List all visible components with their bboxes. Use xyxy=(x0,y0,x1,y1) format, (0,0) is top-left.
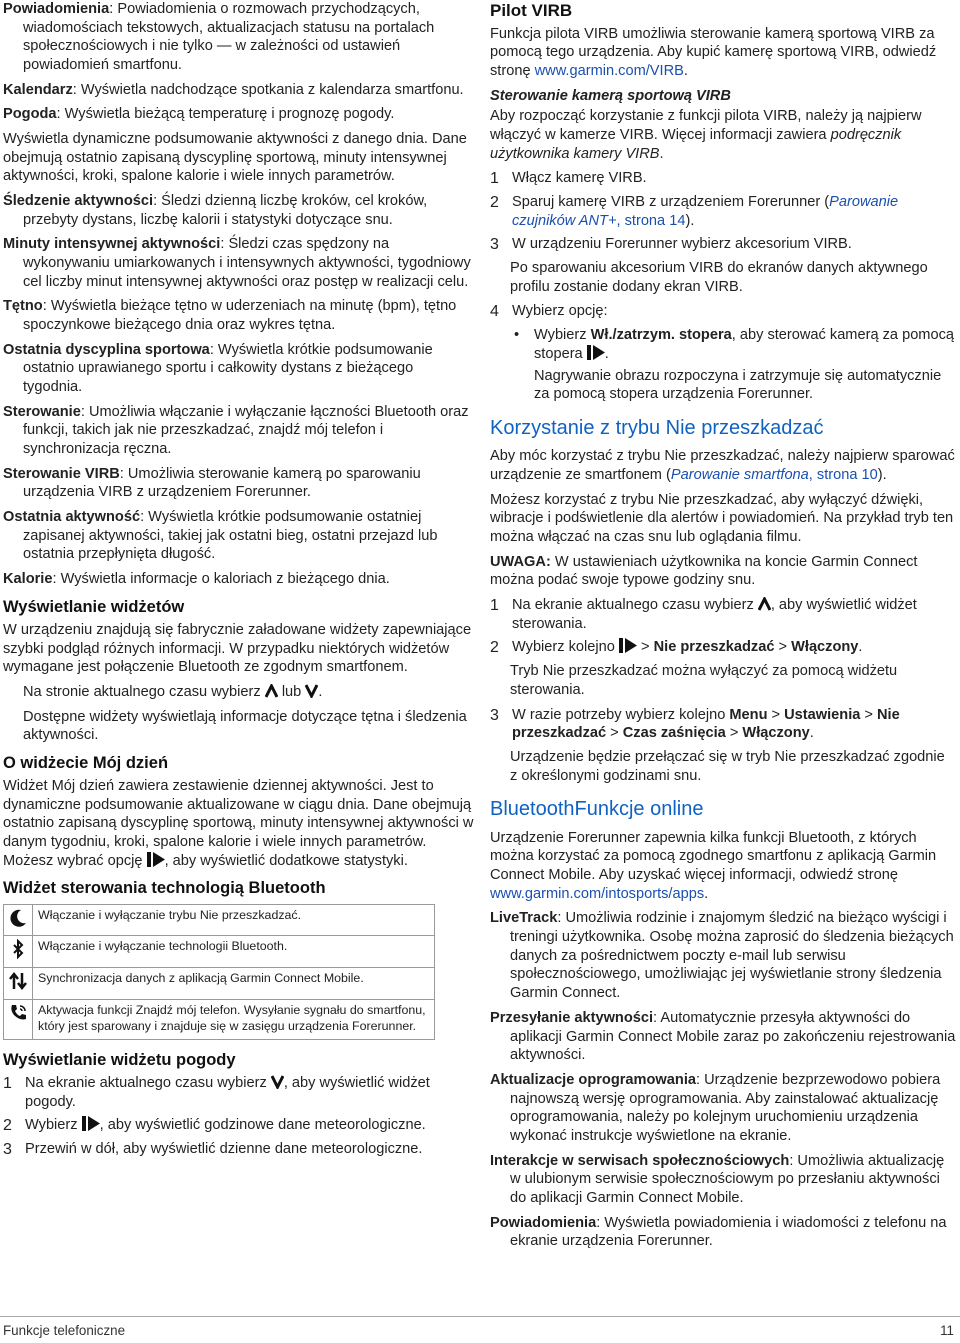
widgets-para: W urządzeniu znajdują się fabrycznie załadowane widżety zapewniające szybki podgląd różnych informacji. W przypadku niektórych widżetów wymagane jest połączenie Bluetooth ze zgodnym smartfonem. xyxy=(3,621,472,676)
phone-pairing-link[interactable]: Parowanie smartfona xyxy=(670,467,809,484)
play-icon xyxy=(82,1116,100,1131)
feature-term: Sterowanie xyxy=(3,403,81,420)
ant-pairing-page-link[interactable]: , strona 14 xyxy=(616,212,686,229)
feature-desc: : Umożliwia włączanie i wyłączanie łączności Bluetooth oraz funkcji, takich jak nie przeszkadzać, znajdź mój telefon i synchronizacja ręczna. xyxy=(23,403,469,458)
feature-term: Kalorie xyxy=(3,571,53,588)
widgets-note: Dostępne widżety wyświetlają informacje dotyczące tętna i śledzenia aktywności. xyxy=(23,708,467,744)
dnd-para1: Aby móc korzystać z trybu Nie przeszkadzać, należy najpierw sparować urządzenie ze smartfonem (Parowanie smartfona, strona 10). xyxy=(490,448,955,484)
moon-icon xyxy=(8,908,28,928)
virb-bullet-note: Nagrywanie obrazu rozpoczyna i zatrzymuje się automatycznie za pomocą stopera urządzenia Forerunner. xyxy=(534,367,942,403)
widgets-instruction: Na stronie aktualnego czasu wybierz lub . xyxy=(23,683,323,700)
weather-step: 1 Na ekranie aktualnego czasu wybierz , aby wyświetlić widżet pogody. xyxy=(3,1075,430,1110)
find-phone-icon xyxy=(8,1003,28,1023)
phone-pairing-page-link[interactable]: , strona 10 xyxy=(808,467,878,484)
feature-term: Minuty intensywnej aktywności xyxy=(3,236,221,253)
dnd-step: 2 Wybierz kolejno > Nie przeszkadzać > Włączony. xyxy=(490,639,863,657)
play-icon xyxy=(147,852,165,867)
myday-heading: O widżecie Mój dzień xyxy=(3,753,169,772)
myday-para: Widżet Mój dzień zawiera zestawienie dziennej aktywności. Jest to dynamiczne podsumowanie aktualizowane w ciągu dnia. Dane obejmują ostatnio zapisaną dyscyplinę sportową, minuty intensywnej aktywności w danym tygodniu, kroki, spalone kalorie i wiele innych parametrów. Możesz wybrać opcję , aby wyświetlić dodatkowe statystyki. xyxy=(3,778,474,869)
feature-item xyxy=(3,508,475,564)
feature-desc: : Wyświetla bieżącą temperaturę i prognozę pogody. xyxy=(56,106,395,123)
dynamic-summary: Wyświetla dynamiczne podsumowanie aktywności z danego dnia. Dane obejmują ostatnio zapisaną dyscyplinę sportową, minuty intensywnej aktywności, kroki, spalone kalorie i wiele innych parametrów. xyxy=(3,131,467,185)
down-arrow-icon xyxy=(271,1075,284,1089)
feature-item xyxy=(3,235,475,291)
feature-item xyxy=(3,403,475,459)
feature-term: Pogoda xyxy=(3,106,57,123)
feature-item xyxy=(3,105,475,124)
virb-sub-heading: Sterowanie kamerą sportową VIRB xyxy=(490,87,731,104)
feature-term: Powiadomienia xyxy=(3,1,110,17)
virb-step: 3 W urządzeniu Forerunner wybierz akcesorium VIRB. xyxy=(490,236,852,254)
weather-step: 2 Wybierz , aby wyświetlić godzinowe dane meteorologiczne. xyxy=(3,1117,426,1135)
online-item: Aktualizacje oprogramowania: Urządzenie bezprzewodowo pobiera najnowszą wersję oprogramowania. Aby zainstalować aktualizację oprogramowania, należy po kolejnym uruchomieniu urządzenia wykonać instrukcje wyświetlone na ekranie. xyxy=(490,1071,941,1144)
virb-step: 4 Wybierz opcję: xyxy=(490,303,608,321)
sync-icon xyxy=(8,971,28,991)
feature-term: Sterowanie VIRB xyxy=(3,465,120,482)
feature-item xyxy=(3,341,475,397)
feature-item xyxy=(3,570,475,589)
feature-desc: : Wyświetla bieżące tętno w uderzeniach na minutę (bpm), tętno spoczynkowe bieżącego dnia oraz wykres tętna. xyxy=(23,298,457,334)
online-item: Interakcje w serwisach społecznościowych: Umożliwia aktualizację w ulubionym serwisie społecznościowym po przesłaniu aktywności do aplikacji Garmin Connect Mobile. xyxy=(490,1152,945,1206)
down-arrow-icon xyxy=(305,684,318,698)
virb-step: 1 Włącz kamerę VIRB. xyxy=(490,170,647,188)
feature-item xyxy=(3,0,475,75)
table-row xyxy=(4,936,435,968)
dnd-step: 1 Na ekranie aktualnego czasu wybierz , aby wyświetlić widżet sterowania. xyxy=(490,597,917,632)
bt-widget-heading: Widżet sterowania technologią Bluetooth xyxy=(3,879,326,898)
bt-controls-table xyxy=(3,904,435,1040)
dnd-para2: Możesz korzystać z trybu Nie przeszkadzać, aby wyłączyć dźwięki, wibracje i podświetlenie dla alertów i powiadomień. Na przykład tryb ten można włączać na czas snu lub oglądania filmu. xyxy=(490,491,954,546)
table-row xyxy=(4,968,435,1000)
feature-desc: : Wyświetla informacje o kaloriach z bieżącego dnia. xyxy=(52,571,390,588)
virb-heading: Pilot VIRB xyxy=(490,1,573,20)
weather-heading: Wyświetlanie widżetu pogody xyxy=(3,1050,236,1069)
play-icon xyxy=(619,638,637,653)
play-icon xyxy=(587,345,605,360)
feature-term: Tętno xyxy=(3,298,43,315)
table-row xyxy=(4,904,435,936)
page-number: 11 xyxy=(940,1323,954,1338)
left-column xyxy=(3,0,475,1164)
feature-desc: : Śledzi czas spędzony na wykonywaniu umiarkowanych i intensywnych aktywności, tygodniowy cel liczby minut intensywnej aktywności oraz postęp w realizacji celu. xyxy=(23,236,471,290)
feature-desc: : Powiadomienia o rozmowach przychodzących, wiadomościach tekstowych, aktualizacjach statusu na portalach społecznościowych i nie tylko — w zależności od ustawień powiadomień smartfonu. xyxy=(23,1,435,74)
online-item: LiveTrack: Umożliwia rodzinie i znajomym śledzić na bieżąco wyścigi i treningi użytkownika. Osobę można zaprosić do śledzenia bieżących danych za pośrednictwem poczty e-mail lub serwisu społecznościowego, umożliwiając jej wyświetlanie strony śledzenia Garmin Connect. xyxy=(490,910,954,1002)
virb-step-note: Po sparowaniu akcesorium VIRB do ekranów danych aktywnego profilu zostanie dodany ekran VIRB. xyxy=(510,260,928,295)
online-para: Urządzenie Forerunner zapewnia kilka funkcji Bluetooth, z których można korzystać za pomocą zgodnego smartfonu z aplikacją Garmin Connect Mobile. Aby uzyskać więcej informacji, odwiedź stronę www.garmin.com/intosports/apps. xyxy=(490,829,937,902)
bluetooth-icon xyxy=(8,939,28,959)
feature-desc: : Śledzi dzienną liczbę kroków, cel kroków, przebyty dystans, liczbę kalorii i statystyki dotyczące snu. xyxy=(23,193,428,228)
footer-divider xyxy=(0,1316,960,1317)
feature-desc: : Umożliwia sterowanie kamerą po sparowaniu urządzenia VIRB z urządzeniem Forerunner. xyxy=(23,465,421,501)
table-row xyxy=(4,1000,435,1040)
feature-desc: : Wyświetla krótkie podsumowanie ostatniej zapisanej aktywności, takiej jak ostatni bieg, ostatni przejazd lub ostatnia przepłynięta długość. xyxy=(23,509,438,563)
dnd-step: 3 W razie potrzeby wybierz kolejno Menu > Ustawienia > Nie przeszkadzać > Czas zaśnięcia > Włączony. xyxy=(490,706,900,742)
footer-section: Funkcje telefoniczne xyxy=(3,1323,126,1338)
dnd-heading: Korzystanie z trybu Nie przeszkadzać xyxy=(490,416,824,439)
feature-desc: : Wyświetla nadchodzące spotkania z kalendarza smartfonu. xyxy=(72,81,464,98)
online-item: Powiadomienia: Wyświetla powiadomienia i wiadomości z telefonu na ekranie urządzenia Forerunner. xyxy=(490,1214,947,1250)
table-cell: Włączanie i wyłączanie trybu Nie przeszkadzać. xyxy=(33,904,435,936)
dnd-step-note: Urządzenie będzie przełączać się w tryb Nie przeszkadzać zgodnie z określonymi godzinami snu. xyxy=(510,748,945,784)
feature-item xyxy=(3,297,475,334)
feature-term: Ostatnia dyscyplina sportowa xyxy=(3,341,210,358)
table-cell: Włączanie i wyłączanie technologii Bluetooth. xyxy=(33,936,435,968)
weather-step: 3 Przewiń w dół, aby wyświetlić dzienne dane meteorologiczne. xyxy=(3,1141,423,1159)
table-cell: Synchronizacja danych z aplikacją Garmin Connect Mobile. xyxy=(33,968,435,1000)
feature-item xyxy=(3,81,475,100)
feature-term: Śledzenie aktywności xyxy=(3,193,154,210)
up-arrow-icon xyxy=(265,684,278,698)
feature-item xyxy=(3,192,475,229)
virb-bullet: • Wybierz Wł./zatrzym. stopera, aby sterować kamerą za pomocą stopera . xyxy=(514,327,954,362)
up-arrow-icon xyxy=(758,597,771,611)
right-column xyxy=(490,0,956,1257)
ant-pairing-link[interactable]: Parowanie czujników ANT+ xyxy=(512,194,899,229)
apps-link[interactable]: www.garmin.com/intosports/apps xyxy=(490,885,705,902)
feature-term: Kalendarz xyxy=(3,81,73,98)
online-heading: BluetoothFunkcje online xyxy=(490,798,704,821)
online-item: Przesyłanie aktywności: Automatycznie przesyła aktywności do aplikacji Garmin Connect Mobile zaraz po zakończeniu rejestrowania aktywności. xyxy=(490,1009,956,1064)
feature-desc: : Wyświetla krótkie podsumowanie ostatnio uprawianego sportu i całkowity dystans z bieżącego tygodnia. xyxy=(23,341,433,396)
feature-item xyxy=(3,465,475,502)
widgets-heading: Wyświetlanie widżetów xyxy=(3,597,185,616)
feature-term: Ostatnia aktywność xyxy=(3,509,141,526)
dnd-step-note: Tryb Nie przeszkadzać można wyłączyć za pomocą widżetu sterowania. xyxy=(510,663,898,698)
virb-link[interactable]: www.garmin.com/VIRB xyxy=(534,63,684,80)
virb-para: Funkcja pilota VIRB umożliwia sterowanie kamerą sportową VIRB za pomocą tego urządzenia. Aby kupić kamerę sportową VIRB, odwiedź stronę www.garmin.com/VIRB. xyxy=(490,25,937,80)
virb-sub-para: Aby rozpocząć korzystanie z funkcji pilota VIRB, należy ją najpierw włączyć w kamerze VIRB. Więcej informacji zawiera podręcznik użytkownika kamery VIRB. xyxy=(490,108,922,162)
table-cell: Aktywacja funkcji Znajdź mój telefon. Wysyłanie sygnału do smartfonu, który jest sparowany i znajduje się w zasięgu urządzenia Forerunner. xyxy=(33,1000,435,1040)
dnd-notice: UWAGA: W ustawieniach użytkownika na koncie Garmin Connect można podać swoje typowe godziny snu. xyxy=(490,553,918,589)
virb-step: 2 Sparuj kamerę VIRB z urządzeniem Forerunner (Parowanie czujników ANT+, strona 14). xyxy=(490,194,899,229)
